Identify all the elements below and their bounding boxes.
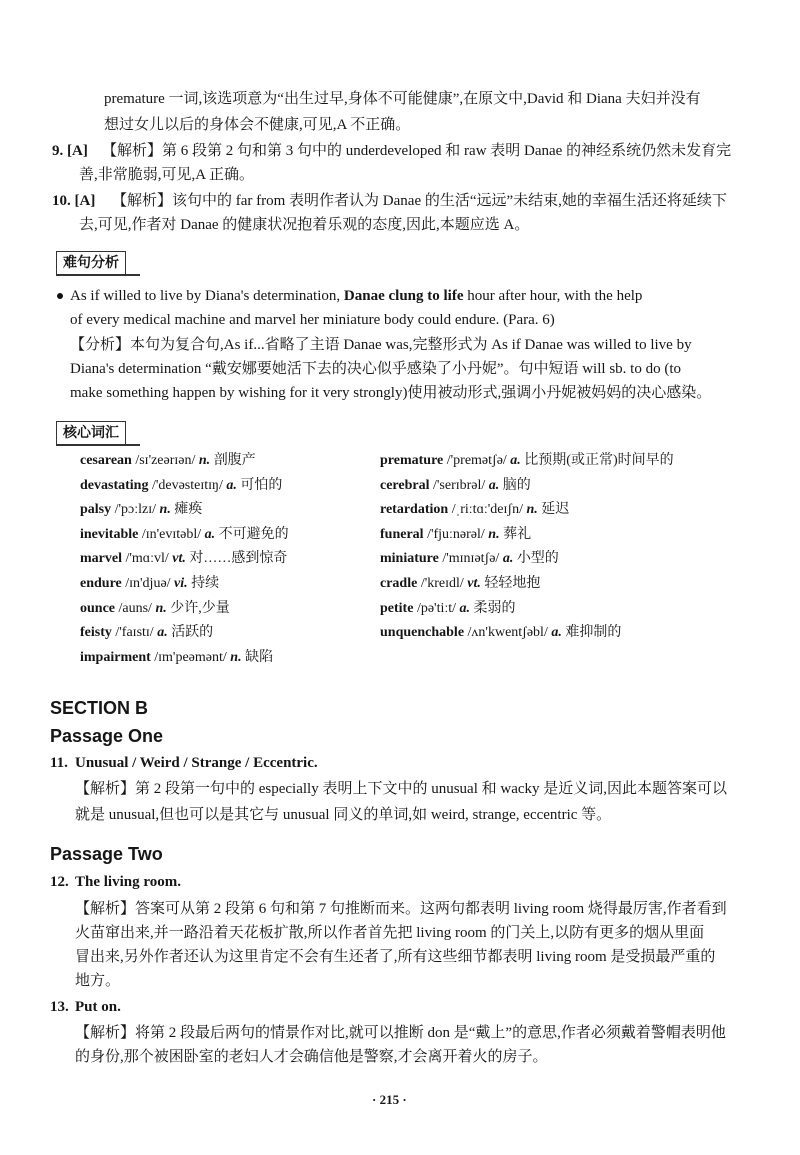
vocab-item: funeral /'fjuːnərəl/ n. 葬礼 — [380, 526, 532, 542]
analysis-line-3: make something happen by wishing for it very strongly)使用被动形式,强调小丹妮被妈妈的决心感染。 — [70, 385, 712, 401]
q11-answer: Unusual / Weird / Strange / Eccentric. — [75, 755, 318, 771]
vocab-item: impairment /ɪm'peəmənt/ n. 缺陷 — [80, 649, 274, 665]
vocab-item: cesarean /sɪ'zeərɪən/ n. 剖腹产 — [80, 453, 256, 468]
intro-line-2: 想过女儿以后的身体会不健康,可见,A 不正确。 — [104, 117, 411, 133]
vocab-item: ounce /auns/ n. 少许,少量 — [80, 600, 230, 616]
vocab-item: marvel /'mɑːvl/ vt. 对……感到惊奇 — [80, 551, 288, 567]
q10-number: 10. [A] — [52, 193, 96, 209]
q13-answer: Put on. — [75, 999, 121, 1015]
difficult-heading-underline — [56, 274, 140, 276]
vocab-item: retardation /ˌriːtɑː'deɪʃn/ n. 延迟 — [380, 502, 570, 518]
q13-number: 13. — [50, 999, 69, 1015]
analysis-line-2: Diana's determination “戴安娜要她活下去的决心似乎感染了小丹妮”。句中短语 will sb. to do (to — [70, 361, 681, 377]
q9-line-2: 善,非常脆弱,可见,A 正确。 — [79, 167, 255, 183]
q12-line-1: 【解析】答案可从第 2 段第 6 句和第 7 句推断而来。这两句都表明 living room 烧得最厉害,作者看到 — [75, 901, 727, 917]
vocab-item: palsy /'pɔːlzɪ/ n. 瘫痪 — [80, 502, 203, 518]
page-number: · 215 · — [372, 1092, 407, 1107]
q12-answer: The living room. — [75, 874, 181, 890]
difficult-sentence-line-2: of every medical machine and marvel her miniature body could endure. (Para. 6) — [70, 312, 555, 328]
vocab-item: petite /pə'tiːt/ a. 柔弱的 — [380, 600, 516, 616]
section-title: SECTION B — [50, 698, 149, 718]
sentence-bullet — [57, 293, 63, 299]
vocab-item: feisty /'faɪstɪ/ a. 活跃的 — [80, 625, 214, 641]
q12-number: 12. — [50, 874, 69, 890]
q11-line-1: 【解析】第 2 段第一句中的 especially 表明上下文中的 unusual 和 wacky 是近义词,因此本题答案可以 — [75, 781, 728, 797]
vocab-item: cradle /'kreɪdl/ vt. 轻轻地抱 — [380, 575, 541, 591]
vocab-item: cerebral /'serɪbrəl/ a. 脑的 — [380, 477, 531, 493]
vocab-item: premature /'premətʃə/ a. 比预期(或正常)时间早的 — [380, 453, 674, 468]
q10-line-2: 去,可见,作者对 Danae 的健康状况抱着乐观的态度,因此,本题应选 A。 — [79, 217, 530, 233]
core-vocab-heading: 核心词汇 — [56, 421, 126, 444]
sentence-part-b: Danae clung to life — [343, 288, 464, 304]
q13-line-2: 的身份,那个被困卧室的老妇人才会确信他是警察,才会离开着火的房子。 — [75, 1049, 548, 1065]
difficult-sentence-line-1 — [70, 285, 642, 307]
vocab-left-column — [80, 449, 289, 670]
q9-number: 9. [A] — [52, 143, 88, 159]
vocab-item: miniature /'mɪnɪətʃə/ a. 小型的 — [380, 551, 559, 567]
q12-line-3: 冒出来,另外作者还认为这里肯定不会有生还者了,所有这些细节都表明 living room 是受损最严重的 — [75, 949, 716, 965]
q12-line-2: 火苗窜出来,并一路沿着天花板扩散,所以作者首先把 living room 的门关上,以防有更多的烟从里面 — [75, 925, 705, 941]
vocab-right-column — [380, 449, 674, 646]
vocab-item: endure /ɪn'djuə/ vi. 持续 — [80, 575, 220, 591]
q10-line-1: 【解析】该句中的 far from 表明作者认为 Danae 的生活“远远”未结束,她的幸福生活还将延续下 — [112, 193, 727, 209]
vocab-item: inevitable /ɪn'evɪtəbl/ a. 不可避免的 — [80, 526, 289, 542]
vocab-item: unquenchable /ʌn'kwentʃəbl/ a. 难抑制的 — [380, 625, 622, 641]
q11-number: 11. — [50, 755, 68, 771]
intro-line-1: premature 一词,该选项意为“出生过早,身体不可能健康”,在原文中,David 和 Diana 夫妇并没有 — [104, 91, 701, 107]
q9-line-1: 【解析】第 6 段第 2 句和第 3 句中的 underdeveloped 和 raw 表明 Danae 的神经系统仍然未发育完 — [102, 143, 732, 159]
vocab-item: devastating /'devəsteɪtɪŋ/ a. 可怕的 — [80, 477, 283, 493]
difficult-sentence-heading: 难句分析 — [56, 251, 126, 274]
sentence-part-c: hour after hour, with the help — [467, 288, 643, 304]
vocab-heading-underline — [56, 444, 140, 446]
q12-line-4: 地方。 — [75, 973, 121, 989]
sentence-part-a: As if willed to live by Diana's determination, — [70, 288, 341, 304]
passage-two-heading: Passage Two — [50, 844, 163, 864]
q11-line-2: 就是 unusual,但也可以是其它与 unusual 同义的单词,如 weird, strange, eccentric 等。 — [75, 807, 612, 823]
passage-one-heading: Passage One — [50, 726, 164, 746]
q13-line-1: 【解析】将第 2 段最后两句的情景作对比,就可以推断 don 是“戴上”的意思,作者必须戴着警帽表明他 — [75, 1025, 726, 1041]
analysis-line-1: 【分析】本句为复合句,As if...省略了主语 Danae was,完整形式为 As if Danae was willed to live by — [70, 337, 692, 353]
